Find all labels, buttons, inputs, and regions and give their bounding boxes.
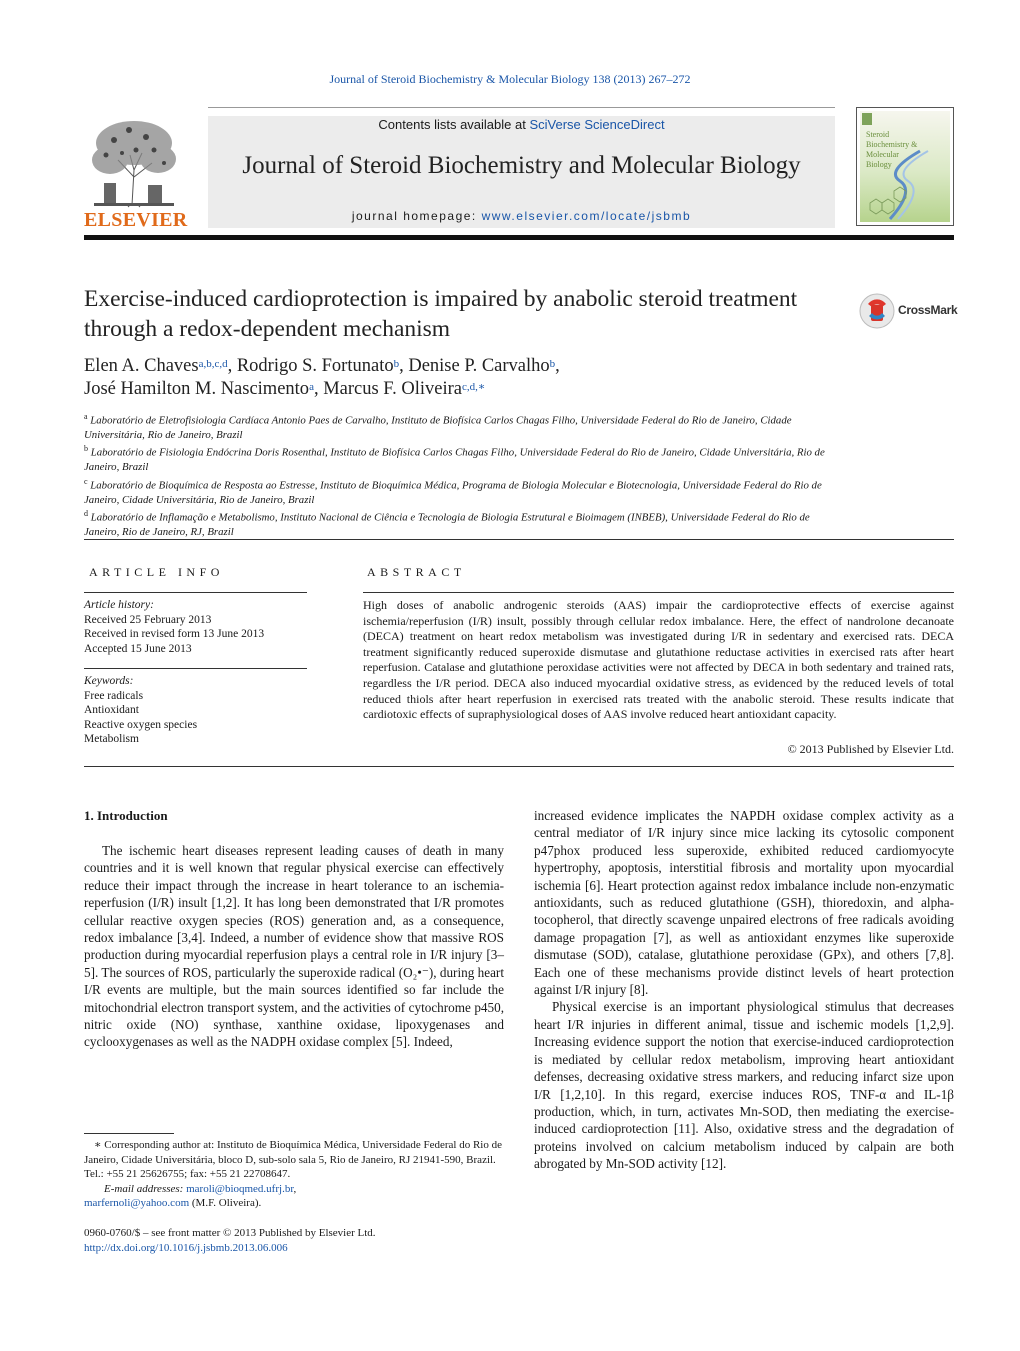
author-affiliation-marks[interactable]: a,b,c,d	[198, 358, 228, 370]
contents-prefix: Contents lists available at	[378, 117, 530, 132]
author-separator: ,	[399, 356, 409, 376]
homepage-line	[208, 209, 835, 223]
affiliation-item	[84, 475, 844, 507]
article-info-heading: ARTICLE INFO	[89, 565, 224, 579]
history-label: Article history:	[84, 599, 154, 611]
author-name: Elen A. Chaves	[84, 356, 199, 376]
header-top-rule	[208, 107, 835, 108]
crossmark-label[interactable]: CrossMark	[898, 303, 958, 317]
keyword-item: Metabolism	[84, 733, 139, 745]
journal-cover-thumbnail[interactable]	[860, 111, 950, 222]
cover-title-4: Biology	[866, 160, 892, 169]
homepage-prefix: journal homepage:	[351, 209, 482, 223]
author-separator: ,	[227, 356, 237, 376]
history-item: Accepted 15 June 2013	[84, 642, 192, 655]
article-title: Exercise-induced cardioprotection is impaired by anabolic steroid treatment through a redox-dependent mechanism	[84, 286, 798, 342]
abstract-heading: ABSTRACT	[367, 565, 466, 579]
history-item: Received 25 February 2013	[84, 613, 212, 626]
doi-link[interactable]: http://dx.doi.org/10.1016/j.jsbmb.2013.06.006	[84, 1241, 288, 1254]
front-matter	[84, 1226, 504, 1255]
author-separator: ,	[313, 379, 324, 399]
email-line	[84, 1182, 504, 1197]
affiliation-item	[84, 442, 844, 474]
keywords-label: Keywords:	[84, 675, 134, 687]
abstract-text: High doses of anabolic androgenic steroids (AAS) impair the cardioprotective effects of exercise against ischemia/reperfusion (I/R) insult, possibly through cellular redox imbalance. Here, the effect of nandrolone decanoate (DECA) treatment on heart redox metabolism was investigated during I/R in sedentary and exercised rats. DECA treatment significantly reduced superoxide dismutase and glutathione reductase activities in exercised rats after heart reperfusion. Catalase and glutathione peroxidase activities were not affected by DECA in both sedentary and trained rats, regardless the I/R period. DECA also induced myocardial oxidative stress, as evidenced by the reduced levels of total reduced thiols after heart reperfusion in exercised rats treated with the anabolic steroid. These results indicate that cardiotoxic effects of supraphysiological doses of AAS involve reduced heart antioxidant capacity.	[363, 598, 954, 722]
email-label: E-mail addresses:	[104, 1182, 184, 1195]
article-info-rule	[84, 668, 307, 669]
email-owner: (M.F. Oliveira).	[189, 1197, 262, 1210]
body-column-left	[84, 842, 504, 1051]
homepage-link[interactable]: www.elsevier.com/locate/jsbmb	[481, 209, 692, 223]
author-name: Denise P. Carvalho	[408, 356, 550, 376]
keywords	[84, 674, 307, 747]
affiliation-text: Laboratório de Fisiologia Endócrina Doris Rosenthal, Instituto de Biofísica Carlos Chagas Filho, Universidade Federal do Rio de Janeiro, Cidade Universitária, Rio de Janeiro, Brazil	[84, 447, 825, 474]
corresponding-author-text: ∗ Corresponding author at: Instituto de Bioquímica Médica, Universidade Federal do Rio de Janeiro, Cidade Universitária, bloco D, sub-solo sala 5, Rio de Janeiro, RJ 21941-590, Brazil. Tel.: +55 21 25626755; fax: +55 21 22708647.	[84, 1139, 502, 1181]
email-link[interactable]: maroli@bioqmed.ufrj.br	[186, 1182, 294, 1195]
sciencedirect-link[interactable]: SciVerse ScienceDirect	[529, 117, 665, 132]
affiliation-item	[84, 410, 844, 442]
body-column-right	[534, 807, 954, 1173]
affiliations	[84, 410, 844, 540]
affiliation-text: Laboratório de Inflamação e Metabolismo, Instituto Nacional de Ciência e Tecnologia de Biologia Estrutural e Bioimagem (INBEB), Universidade Federal do Rio de Janeiro, Rio de Janeiro, RJ, Brazil	[84, 511, 810, 539]
affiliation-mark: a	[84, 412, 88, 421]
journal-title: Journal of Steroid Biochemistry and Molecular Biology	[242, 152, 801, 179]
author-affiliation-marks[interactable]: b	[393, 358, 400, 370]
affiliation-mark: c	[84, 476, 88, 486]
affiliation-text: Laboratório de Bioquímica de Resposta ao Estresse, Instituto de Bioquímica Médica, Programa de Biologia Molecular e Biotecnologia, Universidade Federal do Rio de Janeiro, Cidade Universitária, Rio de Janeiro, Brazil	[84, 479, 822, 506]
body-paragraph: Physical exercise is an important physiological stimulus that decreases heart I/R injuries in different animal, tissue and ischemic models [1,2,9]. Increasing evidence support the notion that exercise-induced cardioprotection is mediated by cellular redox metabolism, improving heart antioxidant defenses, decreasing oxidative stress markers, and reducing infarct size upon I/R [1,2,10]. In this regard, exercise induces ROS, TNF-α and IL-1β production, which, in turn, activates Mn-SOD, then mediating the exercise-induced cardioprotection [11]. Also, oxidative stress and the degradation of proteins involved on calcium metabolism induced by calpain are both abrogated by Mn-SOD activity [12].	[534, 999, 954, 1172]
affiliation-text: Laboratório de Eletrofisiologia Cardíaca Antonio Paes de Carvalho, Instituto de Biofísica Carlos Chagas Filho, Universidade Federal do Rio de Janeiro, Cidade Universitária, Rio de Janeiro, Brazil	[84, 414, 792, 441]
corresponding-author-footnote	[84, 1138, 504, 1211]
keyword-item: Antioxidant	[84, 704, 139, 716]
citation-link[interactable]: Journal of Steroid Biochemistry & Molecular Biology 138 (2013) 267–272	[329, 72, 691, 86]
author-affiliation-marks[interactable]: c,d,∗	[461, 381, 486, 393]
email-line	[84, 1196, 504, 1211]
cover-title-3: Molecular	[866, 150, 899, 159]
author-name: Marcus F. Oliveira	[323, 379, 462, 399]
email-separator: ,	[293, 1182, 297, 1195]
abstract-copyright: © 2013 Published by Elsevier Ltd.	[787, 742, 954, 756]
author-affiliation-marks[interactable]: a	[309, 381, 314, 393]
keyword-item: Free radicals	[84, 689, 144, 702]
journal-citation[interactable]	[0, 72, 1020, 87]
cover-title-1: Steroid	[866, 130, 890, 139]
elsevier-wordmark: ELSEVIER	[84, 209, 188, 231]
author-list	[84, 355, 844, 401]
abstract-rule	[363, 592, 954, 593]
affiliation-mark: b	[84, 444, 88, 454]
cover-title-2: Biochemistry &	[866, 140, 918, 149]
affiliation-item	[84, 507, 844, 539]
history-item: Received in revised form 13 June 2013	[84, 628, 265, 640]
body-paragraph: The ischemic heart diseases represent leading causes of death in many countries and it is well known that regular physical exercise can effectively reduce their impact through the increase in heart tolerance to an ischemia-reperfusion (I/R) insult [1,2]. It has long been demonstrated that I/R promotes cellular reactive oxygen species (ROS) generation and, as a consequence, redox imbalance [3,4]. Indeed, a number of evidence show that massive ROS production during myocardial reperfusion plays a central role in I/R injury [3–5]. The sources of ROS, particularly the superoxide radical (O₂•⁻), during heart I/R events are multiple, but the main sources identified so far include the mitochondrial electron transport system, and the activities of cytochrome p450, nitric oxide (NO) synthase, xanthine oxidase, lipoxygenases and cyclooxygenases as well as the NADPH oxidase complex [5]. Indeed,	[84, 843, 504, 1050]
email-link[interactable]: marfernoli@yahoo.com	[84, 1197, 190, 1210]
footnote-rule	[84, 1133, 174, 1134]
contents-line	[208, 117, 835, 132]
author-name: José Hamilton M. Nascimento	[84, 379, 310, 399]
keyword-item: Reactive oxygen species	[84, 718, 198, 731]
article-info-rule	[84, 592, 307, 593]
affiliation-mark: d	[84, 509, 88, 519]
body-paragraph: increased evidence implicates the NAPDH oxidase complex activity as a central mediator of I/R injury since mice lacking its cytosolic component p47phox produced less superoxide, exhibited reduced cardiomyocyte hypertrophy, apoptosis, interstitial fibrosis and mortality upon myocardial ischemia [6]. Heart protection against redox imbalance include non-enzymatic antioxidants, such as reduced glutathione (GSH), thioredoxin, and alpha-tocopherol, that directly scavenge unpaired electrons of free radicals avoiding damage propagation [7], as well as antioxidant enzymes like superoxide dismutase (SOD), catalase, glutathione peroxidase (GPx), and others [7,8]. Each one of these mechanisms provide distinct levels of heart protection against I/R injury [8].	[534, 808, 954, 998]
author-affiliation-marks[interactable]: b	[549, 358, 556, 370]
section-heading-introduction: 1. Introduction	[84, 808, 168, 823]
section-rule	[84, 539, 954, 540]
section-rule	[84, 766, 954, 767]
author-separator: ,	[555, 356, 560, 376]
author-name: Rodrigo S. Fortunato	[236, 356, 394, 376]
article-history	[84, 598, 307, 656]
issn-line: 0960-0760/$ – see front matter © 2013 Published by Elsevier Ltd.	[84, 1227, 376, 1239]
header-thick-rule	[84, 235, 954, 240]
